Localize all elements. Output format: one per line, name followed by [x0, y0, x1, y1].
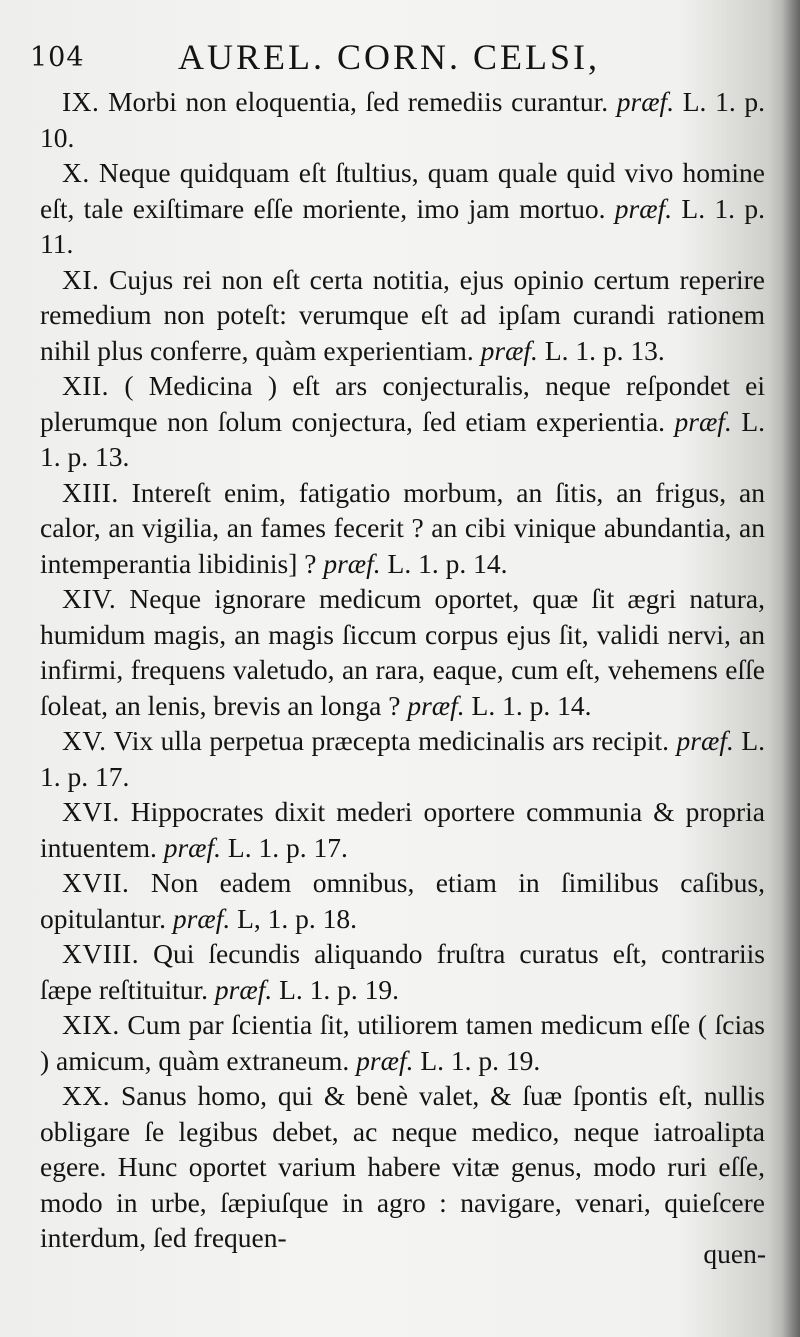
entry-text: Neque ignorare medicum oportet, quæ ſit ægri natura, humidum magis, an magis ſiccum corpus ejus ſit, validi nervi, an infirmi, frequens valetudo, an rara, eaque, cum eſt, vehemens eſſe ſoleat, an lenis, brevis an longa ? [40, 583, 766, 721]
page-header [30, 34, 760, 78]
page-edge-shadow [782, 0, 800, 1337]
entry-ref: L, 1. p. 18. [237, 902, 358, 934]
entry-numeral: XX. [62, 1080, 111, 1111]
entry-xx [40, 1078, 765, 1256]
entry-xvii [40, 865, 765, 936]
entry-xiii [40, 475, 765, 582]
running-title: AUREL. CORN. CELSI, [178, 37, 601, 77]
entry-ref-abbr: præf. [407, 689, 465, 721]
entry-text: Hippocrates dixit mederi oportere communia & propria intuentem. [40, 796, 765, 863]
entry-text: Vix ulla perpetua præcepta medicinalis ars recipit. [113, 725, 670, 756]
entry-ref-abbr: præf. [214, 973, 273, 1005]
entry-ref-abbr: præf. [356, 1044, 414, 1076]
entry-text: Cujus rei non eſt certa notitia, ejus opinio certum reperire remedium non poteſt: verumque eſt ad ipſam curandi rationem nihil plus conferre, quàm experientiam. [40, 263, 765, 366]
entry-ref-abbr: præf. [163, 831, 222, 863]
entry-text: Neque quidquam eſt ſtultius, quam quale quid vivo homine eſt, tale exiſtimare eſſe moriente, imo jam mortuo. [40, 157, 765, 224]
entry-numeral: XII. [62, 370, 110, 401]
entry-xix [40, 1007, 765, 1078]
entry-ref-abbr: præf. [614, 192, 673, 224]
entry-x [40, 155, 765, 262]
entry-ref-abbr: præf. [674, 405, 732, 437]
entry-ref: L. 1. p. 14. [387, 547, 508, 579]
entry-ref: L. 1. p. 17. [227, 831, 348, 863]
entry-xii [40, 368, 765, 475]
entry-numeral: XIV. [62, 583, 117, 614]
entry-ref: L. 1. p. 13. [40, 405, 765, 472]
entry-ref-abbr: præf. [172, 902, 231, 934]
entry-numeral: XIII. [62, 476, 119, 508]
entry-text: ( Medicina ) eſt ars conjecturalis, neque reſpondet ei plerumque non ſolum conjectura, ſed etiam experientia. [40, 370, 765, 437]
entry-numeral: XVII. [62, 867, 130, 898]
entry-xvi [40, 794, 765, 865]
entry-xi [40, 262, 765, 369]
entry-numeral: XIX. [62, 1009, 120, 1040]
entry-numeral: IX. [62, 86, 100, 117]
entry-ix [40, 84, 765, 155]
body-text [40, 84, 765, 1256]
entry-numeral: XV. [62, 725, 107, 756]
entry-ref: L. 1. p. 11. [40, 192, 765, 259]
entry-text: Cum par ſcientia ſit, utiliorem tamen medicum eſſe ( ſcias ) amicum, quàm extraneum. [40, 1009, 766, 1076]
entry-ref: L. 1. p. 13. [544, 334, 665, 366]
entry-numeral: X. [62, 157, 90, 188]
entry-xiv [40, 581, 765, 723]
entry-text: Qui ſecundis aliquando fruſtra curatus eſt, contrariis ſæpe reſtituitur. [40, 938, 766, 1005]
entry-numeral: XVIII. [62, 938, 140, 969]
entry-ref: L. 1. p. 19. [420, 1044, 541, 1076]
entry-text: Morbi non eloquentia, ſed remediis curantur. [108, 86, 609, 117]
entry-ref-abbr: præf. [616, 86, 675, 117]
entry-numeral: XVI. [62, 796, 120, 827]
entry-ref: L. 1. p. 19. [279, 973, 400, 1005]
entry-ref-abbr: præf. [323, 547, 381, 579]
entry-ref: L. 1. p. 17. [40, 725, 765, 792]
entry-ref-abbr: præf. [676, 725, 734, 756]
entry-text: Sanus homo, qui & benè valet, & ſuæ ſpontis eſt, nullis obligare ſe legibus debet, ac neque medico, neque iatroalipta egere. Hunc oportet varium habere vitæ genus, modo ruri eſſe, modo in urbe, ſæpiuſque in agro : navigare, venari, quieſcere interdum, ſed frequen- [40, 1080, 765, 1253]
entry-ref-abbr: præf. [480, 334, 538, 366]
entry-xviii [40, 936, 765, 1007]
entry-ref: L. 1. p. 14. [471, 689, 592, 721]
page-number: 104 [30, 42, 85, 73]
entry-text: Non eadem omnibus, etiam in ſimilibus caſibus, opitulantur. [40, 867, 766, 934]
entry-text: Intereſt enim, fatigatio morbum, an ſitis, an frigus, an calor, an vigilia, an fames fecerit ? an cibi vinique abundantia, an intemperantia libidinis] ? [40, 476, 765, 579]
entry-numeral: XI. [62, 263, 100, 295]
entry-xv [40, 723, 765, 794]
catchword: quen- [703, 1238, 766, 1269]
entry-ref: L. 1. p. 10. [40, 86, 766, 153]
